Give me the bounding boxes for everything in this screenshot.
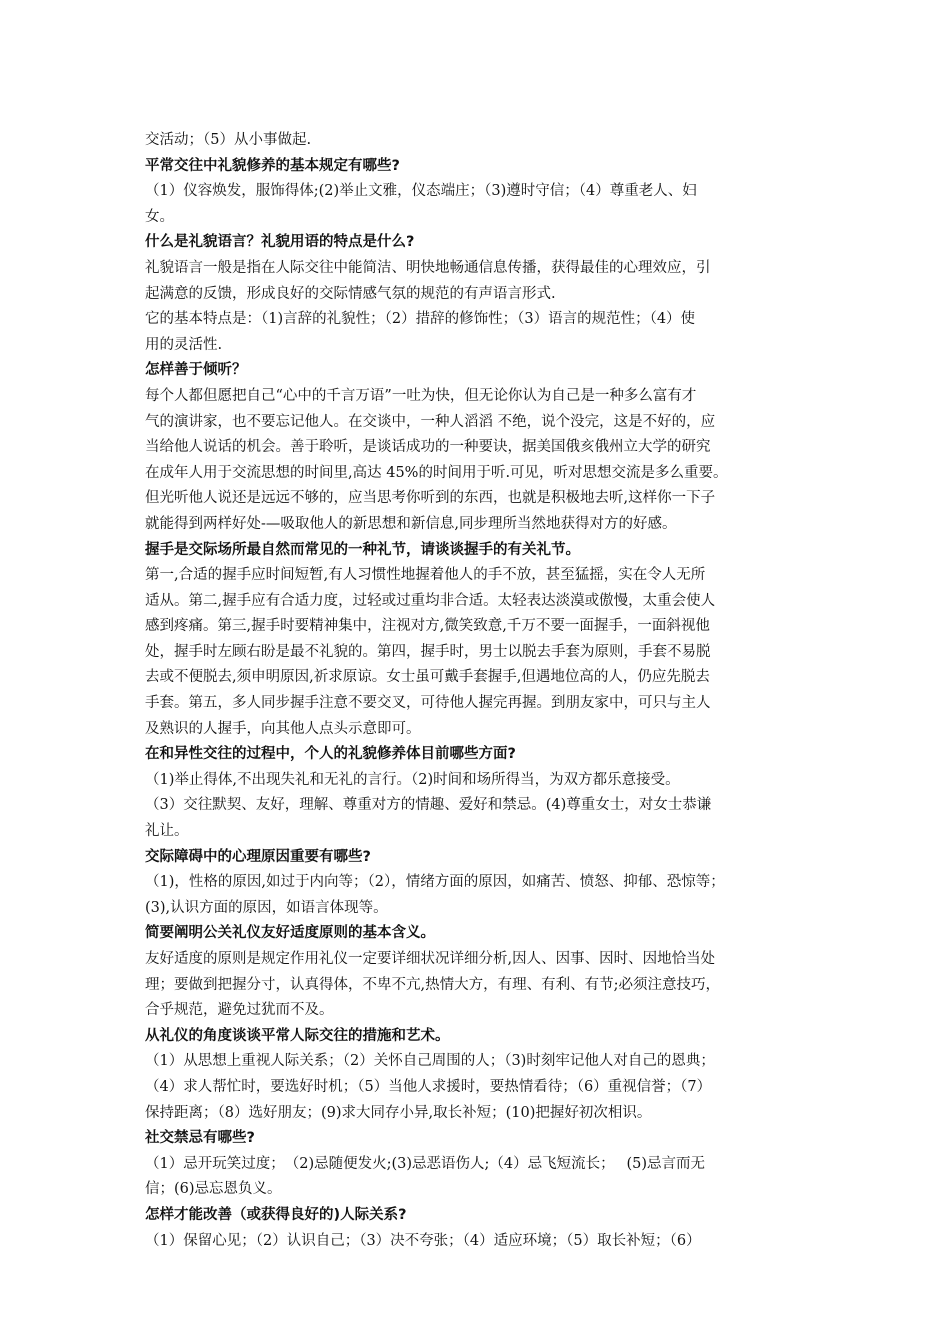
- answer-line: （1）保留心见；（2）认识自己；（3）决不夸张；（4）适应环境；（5）取长补短；（6）: [145, 1232, 701, 1249]
- answer-line: 合乎规范，避免过犹而不及。: [145, 1002, 334, 1019]
- answer-line: 每个人都但愿把自己“心中的千言万语”一吐为快，但无论你认为自己是一种多么富有才: [145, 387, 697, 404]
- answer-line: 但光听他人说还是远远不够的，应当思考你听到的东西，也就是积极地去听,这样你一下子: [145, 490, 716, 507]
- answer-line: 保持距离；（8）选好朋友；(9)求大同存小异,取长补短；(10)把握好初次相识。: [145, 1104, 652, 1121]
- answer-line: 去或不便脱去,须申明原因,祈求原谅。女士虽可戴手套握手,但遇地位高的人，仍应先脱去: [145, 669, 710, 686]
- answer-line: 女。: [145, 208, 174, 225]
- answer-line: 友好适度的原则是规定作用礼仪一定要详细状况详细分析,因人、因事、因时、因地恰当处: [145, 951, 716, 967]
- question-heading: 简要阐明公关礼仪友好适度原则的基本含义。: [145, 925, 435, 942]
- answer-line: 交活动；（5）从小事做起.: [145, 132, 312, 148]
- document-page: [145, 128, 817, 1254]
- answer-line: （1）仪容焕发，服饰得体;(2)举止文雅，仪态端庄；（3)遵时守信；（4）尊重老人、妇: [145, 183, 697, 200]
- answer-line: (3),认识方面的原因，如语言体现等。: [145, 899, 388, 916]
- answer-line: （1）从思想上重视人际关系；（2）关怀自己周围的人；（3)时刻牢记他人对自己的恩典；: [145, 1053, 715, 1070]
- question-heading: 社交禁忌有哪些?: [145, 1130, 255, 1147]
- answer-line: 第一,合适的握手应时间短暂,有人习惯性地握着他人的手不放，甚至猛摇，实在令人无所: [145, 567, 706, 584]
- question-heading: 怎样善于倾听？: [145, 362, 247, 379]
- question-heading: 交际障碍中的心理原因重要有哪些?: [145, 848, 371, 865]
- question-heading: 在和异性交往的过程中，个人的礼貌修养体目前哪些方面?: [145, 746, 516, 763]
- answer-line: 起满意的反馈，形成良好的交际情感气氛的规范的有声语言形式.: [145, 285, 556, 302]
- question-heading: 什么是礼貌语言？礼貌用语的特点是什么?: [145, 234, 415, 251]
- answer-line: 用的灵活性.: [145, 336, 223, 353]
- answer-line: （4）求人帮忙时，要选好时机；（5）当他人求援时，要热情看待；（6）重视信誉；（7）: [145, 1078, 712, 1095]
- answer-line: 它的基本特点是：（1)言辞的礼貌性；（2）措辞的修饰性；（3）语言的规范性；（4）使: [145, 311, 696, 328]
- question-heading: 握手是交际场所最自然而常见的一种礼节，请谈谈握手的有关礼节。: [145, 541, 580, 558]
- answer-line: 就能得到两样好处-—吸取他人的新思想和新信息,同步理所当然地获得对方的好感。: [145, 515, 677, 532]
- answer-line: 及熟识的人握手，向其他人点头示意即可。: [145, 720, 421, 737]
- answer-line: 气的演讲家，也不要忘记他人。在交谈中，一种人滔滔 不绝，说个没完，这是不好的，应: [145, 413, 716, 430]
- answer-line: （3）交往默契、友好，理解、尊重对方的情趣、爱好和禁忌。(4)尊重女士，对女士恭谦: [145, 797, 712, 814]
- answer-line: （1)举止得体,不出现失礼和无礼的言行。（2)时间和场所得当，为双方都乐意接受。: [145, 771, 680, 788]
- answer-line: 信；(6)忌忘恩负义。: [145, 1181, 282, 1198]
- question-heading: 从礼仪的角度谈谈平常人际交往的措施和艺术。: [145, 1027, 450, 1044]
- answer-line: 感到疼痛。第三,握手时要精神集中，注视对方,微笑致意,千万不要一面握手，一面斜视他: [145, 618, 710, 635]
- answer-line: 理；要做到把握分寸，认真得体，不卑不亢,热情大方，有理、有利、有节;必须注意技巧，: [145, 976, 720, 993]
- question-heading: 平常交往中礼貌修养的基本规定有哪些?: [145, 157, 400, 174]
- answer-line: 手套。第五，多人同步握手注意不要交叉，可待他人握完再握。到朋友家中，可只与主人: [145, 695, 711, 712]
- question-heading: 怎样才能改善（或获得良好的)人际关系?: [145, 1206, 407, 1223]
- answer-line: （1)，性格的原因,如过于内向等；（2），情绪方面的原因，如痛苦、愤怒、抑郁、恐惊等；: [145, 874, 725, 891]
- answer-line: 处，握手时左顾右盼是最不礼貌的。第四，握手时，男士以脱去手套为原则，手套不易脱: [145, 643, 711, 660]
- answer-line: （1）忌开玩笑过度； （2)忌随便发火;(3)忌恶语伤人;（4）忌飞短流长； (5)忌言而无: [145, 1155, 706, 1172]
- answer-line: 礼让。: [145, 823, 189, 840]
- answer-line: 当给他人说话的机会。善于聆听，是谈话成功的一种要诀，据美国俄亥俄州立大学的研究: [145, 439, 711, 456]
- answer-line: 适从。第二,握手应有合适力度，过轻或过重均非合适。太轻表达淡漠或傲慢，太重会使人: [145, 592, 716, 609]
- answer-line: 在成年人用于交流思想的时间里,高达 45%的时间用于听.可见，听对思想交流是多么重要。: [145, 464, 728, 481]
- answer-line: 礼貌语言一般是指在人际交往中能简洁、明快地畅通信息传播，获得最佳的心理效应，引: [145, 259, 711, 276]
